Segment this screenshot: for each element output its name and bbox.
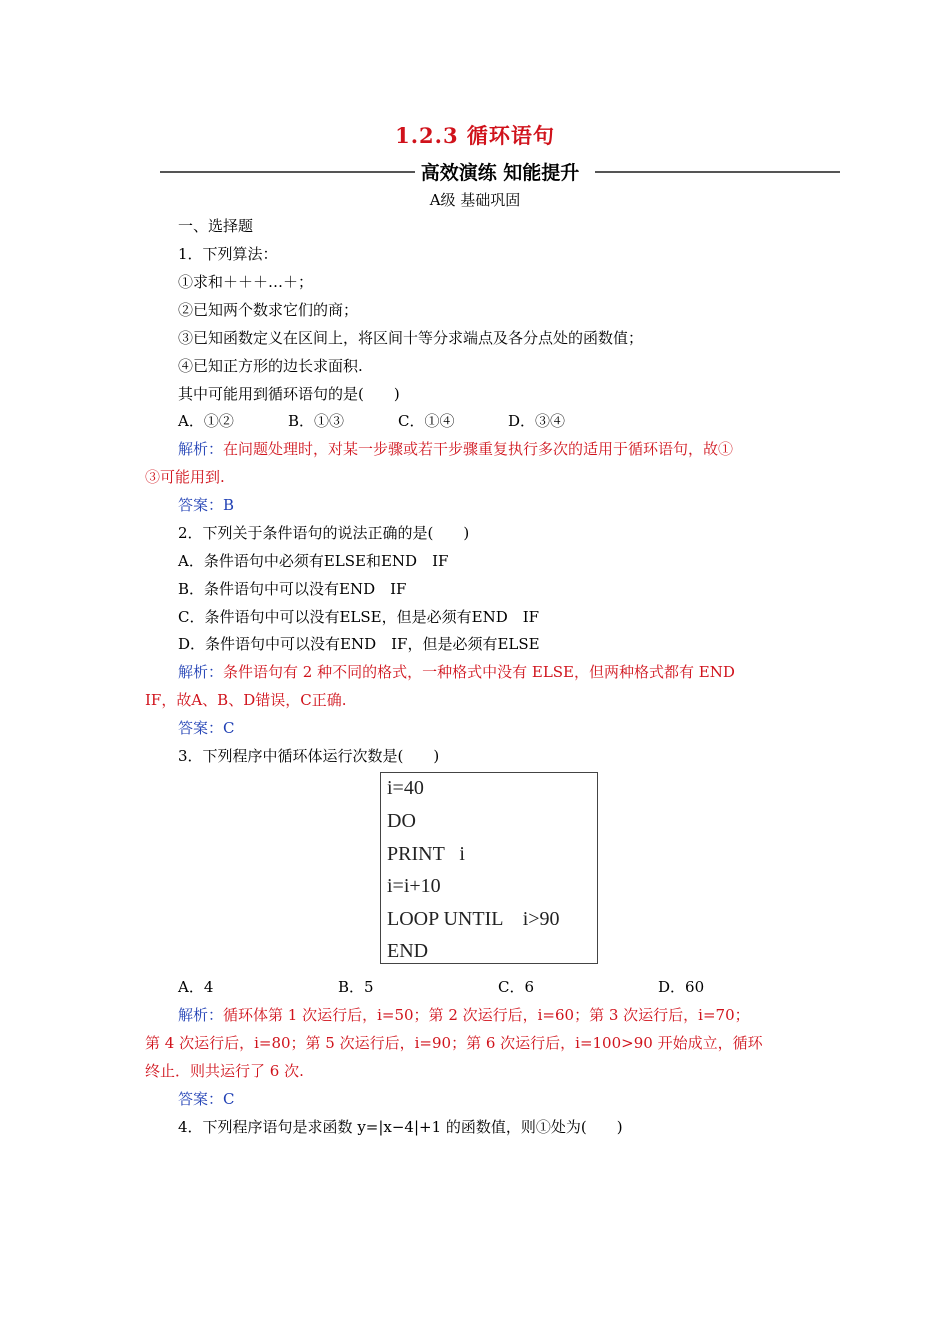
q2-option-c: C．条件语句中可以没有ELSE，但是必须有END IF [178, 608, 540, 626]
q3-option-a: A．4 [178, 978, 214, 996]
section-heading: 一、选择题 [178, 217, 254, 235]
banner-text: 高效演练 知能提升 [420, 162, 580, 184]
q2-analysis [178, 662, 735, 682]
q3-option-b: B．5 [338, 978, 374, 996]
q3-analysis [178, 1005, 750, 1025]
q2-option-a: A．条件语句中必须有ELSE和END IF [178, 552, 449, 570]
q3-stem: 3．下列程序中循环体运行次数是( ) [178, 747, 440, 765]
analysis-text: 循环体第 1 次运行后，i=50；第 2 次运行后，i=60；第 3 次运行后，i=70； [223, 1006, 750, 1024]
q1-stem: 1．下列算法： [178, 245, 278, 263]
q3-answer: 答案：C [178, 1090, 235, 1108]
q1-item: ③已知函数定义在区间上，将区间十等分求端点及各分点处的函数值； [178, 329, 644, 347]
section-banner [160, 158, 840, 186]
q1-analysis [178, 439, 733, 459]
q1-option-c: C．①④ [398, 412, 455, 430]
analysis-label: 解析： [178, 663, 224, 681]
q1-question: 其中可能用到循环语句的是( ) [178, 385, 400, 403]
q2-option-d: D．条件语句中可以没有END IF，但是必须有ELSE [178, 635, 540, 653]
q2-analysis-cont: IF，故A、B、D错误，C正确. [145, 691, 347, 709]
q3-analysis-cont: 终止．则共运行了 6 次. [145, 1062, 304, 1080]
q1-answer: 答案：B [178, 496, 235, 514]
analysis-label: 解析： [178, 1006, 224, 1024]
page-title: 1.2.3 循环语句 [395, 123, 555, 148]
q1-item: ①求和＋＋＋…＋； [178, 273, 314, 291]
analysis-label: 解析： [178, 440, 224, 458]
level-heading: A级 基础巩固 [429, 191, 521, 209]
q3-option-c: C．6 [498, 978, 535, 996]
code-line: LOOP UNTIL i>90 [387, 908, 560, 930]
banner-rule-right [595, 171, 840, 173]
q1-option-d: D．③④ [508, 412, 566, 430]
code-line: PRINT i [387, 843, 465, 865]
q1-item: ②已知两个数求它们的商； [178, 301, 359, 319]
analysis-text: 条件语句有 2 种不同的格式，一种格式中没有 ELSE，但两种格式都有 END [223, 663, 735, 681]
code-box [380, 772, 598, 964]
q4-stem: 4．下列程序语句是求函数 y=|x−4|+1 的函数值，则①处为( ) [178, 1118, 623, 1136]
q2-option-b: B．条件语句中可以没有END IF [178, 580, 407, 598]
q1-item: ④已知正方形的边长求面积. [178, 357, 363, 375]
code-line: END [387, 940, 429, 962]
q1-analysis-cont: ③可能用到. [145, 468, 225, 486]
q1-options [178, 411, 618, 431]
q2-stem: 2．下列关于条件语句的说法正确的是( ) [178, 524, 470, 542]
q2-answer: 答案：C [178, 719, 235, 737]
q3-analysis-cont: 第 4 次运行后，i=80；第 5 次运行后，i=90；第 6 次运行后，i=100>90 开始成立，循环 [145, 1034, 763, 1052]
code-line: i=i+10 [387, 875, 441, 897]
analysis-text: 在问题处理时，对某一步骤或若干步骤重复执行多次的适用于循环语句，故① [223, 440, 734, 458]
code-line: i=40 [387, 777, 424, 799]
q3-option-d: D．60 [658, 978, 705, 996]
q3-options [178, 977, 818, 997]
code-line: DO [387, 810, 416, 832]
q1-option-b: B．①③ [288, 412, 345, 430]
q1-option-a: A．①② [178, 412, 234, 430]
